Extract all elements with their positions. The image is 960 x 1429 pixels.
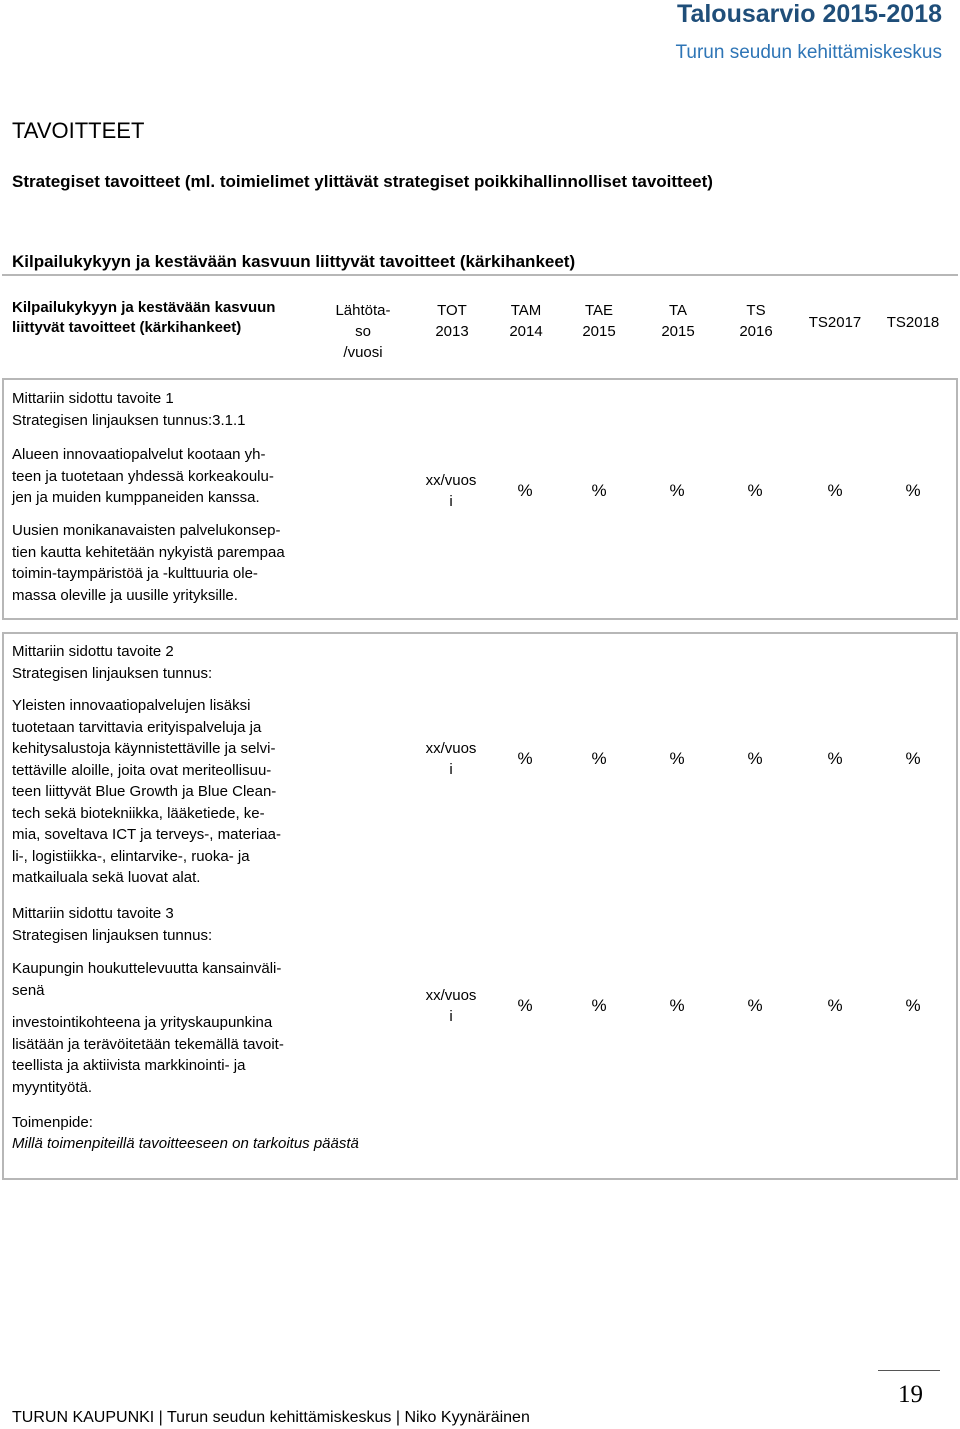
goal-1-value-ta2015: % (669, 481, 685, 500)
col-line: TS (746, 302, 766, 319)
goal-label-line: Mittariin sidottu tavoite 3 (12, 905, 174, 922)
col-line: 2014 (509, 323, 543, 340)
text-line: matkailuala sekä luovat alat. (12, 869, 201, 886)
goal-id-line: Strategisen linjauksen tunnus: (12, 926, 213, 944)
table-head-line: liittyvät tavoitteet (kärkihankeet) (12, 319, 242, 336)
text-line: mia, soveltava ICT ja terveys-, materiaa- (12, 826, 281, 843)
text-line: Yleisten innovaatiopalvelujen lisäksi (12, 697, 251, 714)
section-heading: TAVOITTEET (12, 118, 145, 143)
goal-1-value-ts2018: % (905, 481, 921, 500)
goal-1-value-ts2017: % (827, 481, 843, 500)
goal-2-label (12, 641, 317, 684)
col-line: TAM (510, 302, 542, 319)
text-line: Uusien monikanavaisten palvelukonsep- (12, 522, 281, 539)
unit-line: xx/vuos (425, 987, 477, 1004)
goal-2-value-tae2015: % (591, 749, 607, 768)
goal-3-paragraph-1 (12, 958, 317, 1001)
strategic-heading: Strategiset tavoitteet (ml. toimielimet ylittävät strategiset poikkihallinnolliset tavoitteet) (12, 172, 713, 191)
col-line: TA (668, 302, 688, 319)
table-head-line: Kilpailukykyyn ja kestävään kasvuun (12, 299, 276, 316)
goal-2-paragraph-1 (12, 695, 317, 889)
unit-line: i (449, 493, 453, 510)
text-line: Alueen innovaatiopalvelut kootaan yh- (12, 446, 266, 463)
goal-label-line: Mittariin sidottu tavoite 2 (12, 643, 174, 660)
text-line: Kaupungin houkuttelevuutta kansainväli- (12, 960, 282, 977)
col-line: TOT (437, 302, 467, 319)
goal-2-value-ts2017: % (827, 749, 843, 768)
goal-3-value-ts2016: % (747, 996, 763, 1015)
text-line: massa oleville ja uusille yrityksille. (12, 586, 238, 604)
col-line: TS2017 (808, 314, 862, 331)
unit-line: xx/vuos (425, 472, 477, 489)
document-subtitle: Turun seudun kehittämiskeskus (675, 42, 942, 63)
col-line: so (355, 323, 371, 340)
text-line: tettäville aloille, joita ovat meriteollisuu- (12, 761, 272, 779)
text-line: kehitysalustoja käynnistettäville ja selvi- (12, 740, 276, 757)
text-line: tien kautta kehitetään nykyistä parempaa (12, 543, 285, 561)
col-line: 2015 (661, 323, 695, 340)
col-line: /vuosi (343, 344, 383, 361)
column-header-tam2014 (494, 300, 558, 342)
column-header-ts2016 (724, 300, 788, 342)
page-number-rule (878, 1370, 940, 1371)
col-line: Lähtöta- (335, 302, 391, 319)
table-head-label (12, 298, 312, 338)
text-line: investointikohteena ja yrityskaupunkina (12, 1014, 273, 1031)
goal-3-value-ta2015: % (669, 996, 685, 1015)
goal-2-value-ts2016: % (747, 749, 763, 768)
goal-2-value-ts2018: % (905, 749, 921, 768)
goal-3-value-tae2015: % (591, 996, 607, 1015)
goal-1-value-tam2014: % (517, 481, 533, 500)
goal-2-value-ta2015: % (669, 749, 685, 768)
goal-3-value-ts2018: % (905, 996, 921, 1015)
goal-3-paragraph-2 (12, 1012, 317, 1098)
goal-1-paragraph-1 (12, 444, 317, 509)
text-line: tuotetaan tarvittavia erityispalveluja ja (12, 718, 262, 736)
goal-2-unit (418, 738, 484, 780)
col-line: 2016 (739, 323, 773, 340)
footer-text: TURUN KAUPUNKI | Turun seudun kehittämiskeskus | Niko Kyynäräinen (12, 1409, 530, 1426)
goal-3-value-tam2014: % (517, 996, 533, 1015)
col-line: 2015 (582, 323, 616, 340)
text-line: tech sekä biotekniikka, lääketiede, ke- (12, 804, 265, 822)
unit-line: xx/vuos (425, 740, 477, 757)
column-header-baseline (330, 300, 396, 363)
text-line: teen liittyvät Blue Growth ja Blue Clean- (12, 783, 277, 800)
goal-label-line: Mittariin sidottu tavoite 1 (12, 390, 174, 407)
goal-1-value-tae2015: % (591, 481, 607, 500)
action-text: Millä toimenpiteillä tavoitteeseen on tarkoitus päästä (12, 1135, 359, 1152)
text-line: li-, logistiikka-, elintarvike-, ruoka- ja (12, 847, 250, 865)
goal-1-value-ts2016: % (747, 481, 763, 500)
unit-line: i (449, 761, 453, 778)
goal-2-value-tam2014: % (517, 749, 533, 768)
section-top-rule (2, 274, 958, 276)
action-label: Toimenpide: (12, 1114, 93, 1131)
column-header-tae2015 (567, 300, 631, 342)
goal-3-unit (418, 985, 484, 1027)
goal-id-line: Strategisen linjauksen tunnus: (12, 664, 213, 682)
section-title: Kilpailukykyyn ja kestävään kasvuun liittyvät tavoitteet (kärkihankeet) (12, 252, 576, 271)
column-header-ts2018 (878, 312, 948, 333)
col-line: TAE (584, 302, 614, 319)
text-line: senä (12, 981, 45, 999)
col-line: TS2018 (886, 314, 940, 331)
text-line: teen ja tuotetaan yhdessä korkeakoulu- (12, 467, 274, 485)
goal-1-unit (418, 470, 484, 512)
goal-3-label (12, 903, 317, 946)
column-header-ta2015 (646, 300, 710, 342)
column-header-ts2017 (800, 312, 870, 333)
column-header-tot2013 (420, 300, 484, 342)
text-line: teellista ja aktiivista markkinointi- ja (12, 1057, 246, 1074)
text-line: toimin-taympäristöä ja -kulttuuria ole- (12, 565, 258, 582)
col-line: 2013 (435, 323, 469, 340)
text-line: lisätään ja terävöitetään tekemällä tavoit- (12, 1035, 284, 1053)
goal-1-label (12, 388, 317, 431)
goal-id-line: Strategisen linjauksen tunnus:3.1.1 (12, 411, 246, 429)
document-title: Talousarvio 2015-2018 (677, 0, 942, 28)
page-number: 19 (898, 1381, 923, 1408)
text-line: myyntityötä. (12, 1078, 93, 1096)
goal-3-value-ts2017: % (827, 996, 843, 1015)
unit-line: i (449, 1008, 453, 1025)
goal-1-paragraph-2 (12, 520, 317, 606)
text-line: jen ja muiden kumppaneiden kanssa. (12, 489, 260, 506)
